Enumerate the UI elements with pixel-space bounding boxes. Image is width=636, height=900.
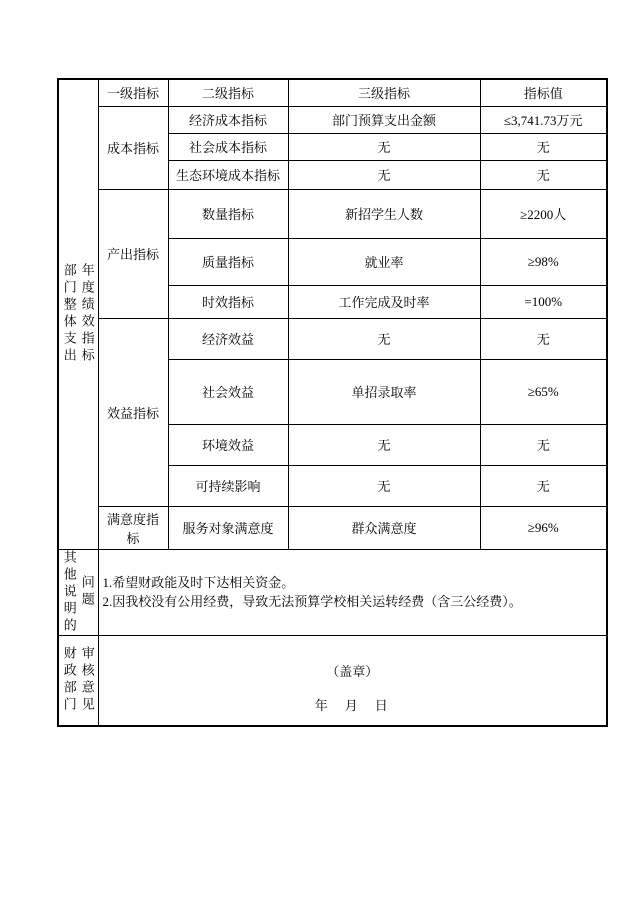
level2-cell: 社会效益 xyxy=(168,359,288,424)
col-header-value: 指标值 xyxy=(480,79,607,106)
level2-cell: 可持续影响 xyxy=(168,465,288,506)
value-cell: =100% xyxy=(480,285,607,318)
other-notes-header-line2: 问题 xyxy=(79,575,95,609)
table-row xyxy=(58,189,607,238)
level2-cell: 数量指标 xyxy=(168,189,288,238)
other-notes-content xyxy=(98,549,607,635)
seal-placeholder: （盖章） xyxy=(326,663,379,679)
review-header-cell xyxy=(58,635,98,726)
level3-cell: 无 xyxy=(288,133,480,160)
other-notes-header-cell xyxy=(58,549,98,635)
level3-cell: 部门预算支出金额 xyxy=(288,106,480,133)
corner-header-line2: 年度绩效指标 xyxy=(79,263,95,366)
level3-cell: 群众满意度 xyxy=(288,506,480,549)
other-notes-line1: 1.希望财政能及时下达相关资金。 xyxy=(102,575,295,590)
corner-header-cell xyxy=(58,79,98,549)
other-notes-line2: 2.因我校没有公用经费，导致无法预算学校相关运转经费（含三公经费）。 xyxy=(102,594,522,609)
level2-cell: 经济效益 xyxy=(168,318,288,359)
level3-cell: 无 xyxy=(288,465,480,506)
level2-cell: 经济成本指标 xyxy=(168,106,288,133)
value-cell: ≤3,741.73万元 xyxy=(480,106,607,133)
level2-cell: 服务对象满意度 xyxy=(168,506,288,549)
value-cell: 无 xyxy=(480,160,607,189)
level3-cell: 单招录取率 xyxy=(288,359,480,424)
review-header xyxy=(63,646,94,714)
corner-header-line1: 部门整体支出 xyxy=(61,263,77,366)
value-cell: 无 xyxy=(480,318,607,359)
col-header-level2: 二级指标 xyxy=(168,79,288,106)
group-header-output: 产出指标 xyxy=(98,189,168,318)
level3-cell: 新招学生人数 xyxy=(288,189,480,238)
other-notes-header xyxy=(63,550,94,635)
level3-cell: 无 xyxy=(288,424,480,465)
corner-header xyxy=(63,263,94,365)
level3-cell: 就业率 xyxy=(288,238,480,285)
level2-cell: 生态环境成本指标 xyxy=(168,160,288,189)
table-row xyxy=(58,106,607,133)
level2-cell: 社会成本指标 xyxy=(168,133,288,160)
group-header-cost: 成本指标 xyxy=(98,106,168,189)
col-header-level1: 一级指标 xyxy=(98,79,168,106)
table-row xyxy=(58,506,607,549)
value-cell: ≥98% xyxy=(480,238,607,285)
level2-cell: 环境效益 xyxy=(168,424,288,465)
review-row xyxy=(58,635,607,726)
value-cell: ≥65% xyxy=(480,359,607,424)
group-header-satisfaction: 满意度指标 xyxy=(98,506,168,549)
performance-indicators-table xyxy=(57,78,608,727)
col-header-level3: 三级指标 xyxy=(288,79,480,106)
value-cell: 无 xyxy=(480,424,607,465)
group-header-benefit: 效益指标 xyxy=(98,318,168,506)
value-cell: 无 xyxy=(480,465,607,506)
date-placeholder: 年 月 日 xyxy=(314,697,390,713)
level3-cell: 无 xyxy=(288,160,480,189)
review-header-line1: 财政部门 xyxy=(61,646,77,715)
other-notes-row xyxy=(58,549,607,635)
value-cell: ≥96% xyxy=(480,506,607,549)
review-content xyxy=(98,635,607,726)
level3-cell: 无 xyxy=(288,318,480,359)
value-cell: 无 xyxy=(480,133,607,160)
review-header-line2: 审核意见 xyxy=(79,646,95,715)
table-row xyxy=(58,318,607,359)
level3-cell: 工作完成及时率 xyxy=(288,285,480,318)
level2-cell: 时效指标 xyxy=(168,285,288,318)
level2-cell: 质量指标 xyxy=(168,238,288,285)
value-cell: ≥2200人 xyxy=(480,189,607,238)
other-notes-header-line1: 其他说明的 xyxy=(61,549,77,635)
